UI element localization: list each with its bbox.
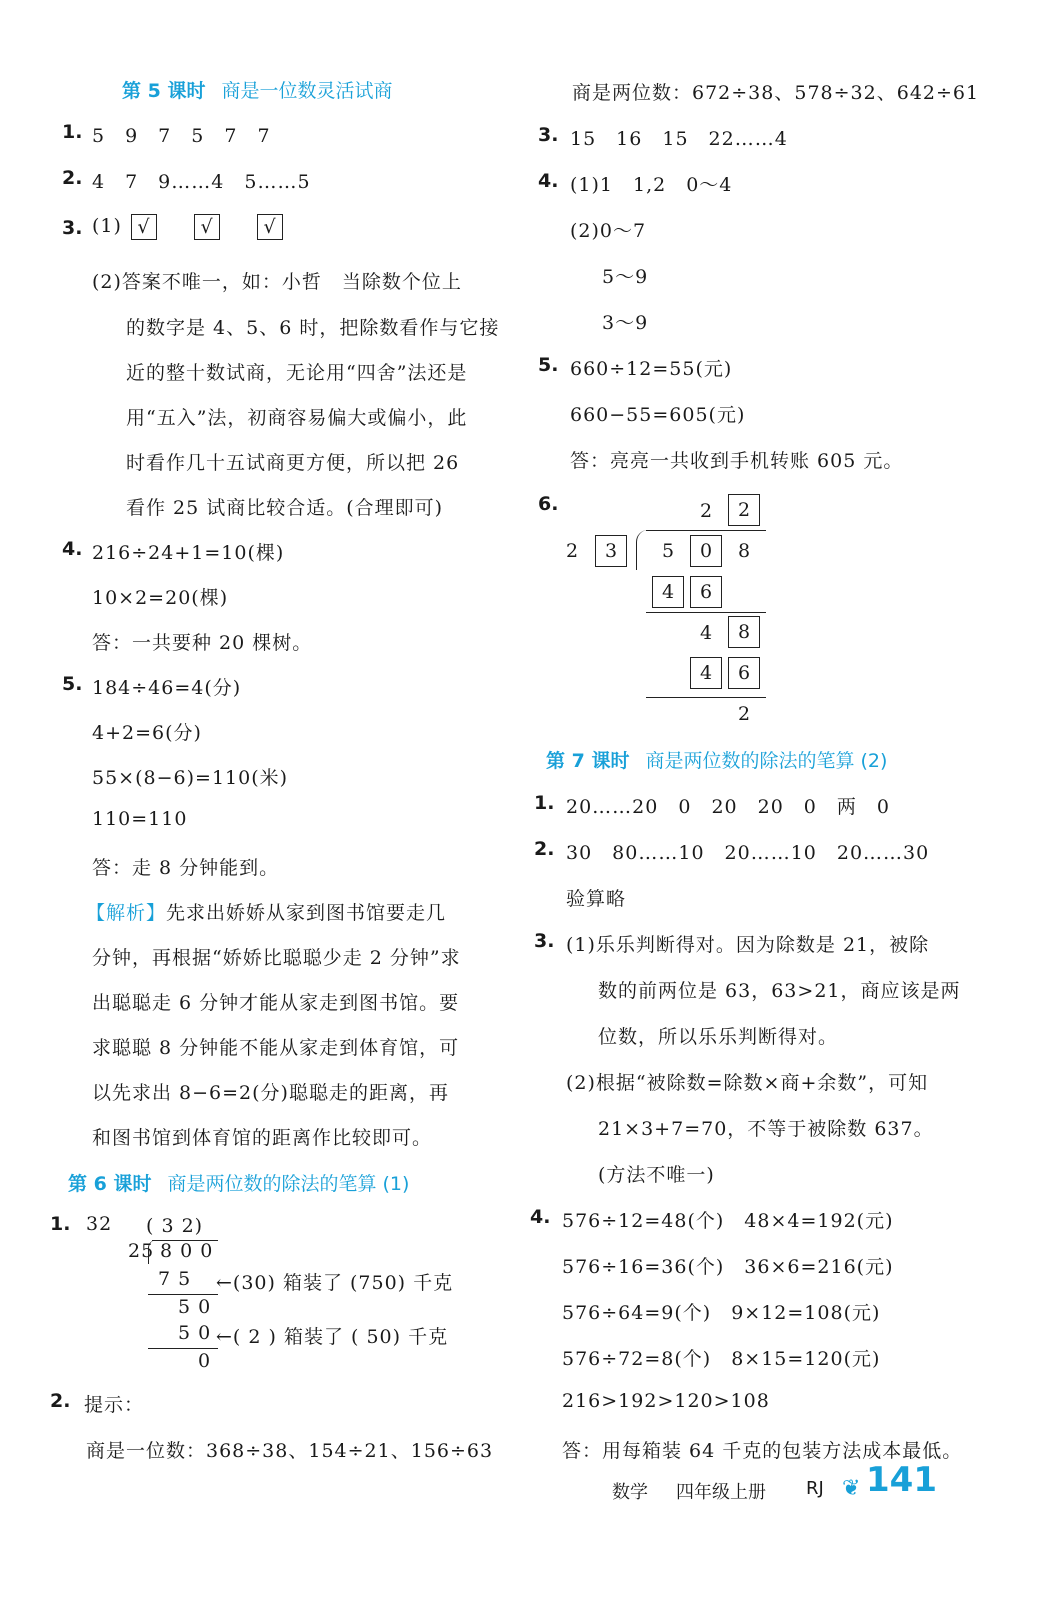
q1-number: 1.: [62, 121, 83, 143]
right-top-line: 商是两位数：672÷38、578÷32、642÷61: [572, 82, 980, 104]
division-bar: [646, 530, 766, 531]
s6-q2-hint: 提示：: [84, 1394, 145, 1416]
s6-q1-rule-1: [148, 1294, 218, 1295]
s7-q3-number: 3.: [534, 930, 555, 952]
section-6-heading: [68, 1169, 409, 1196]
q3-part1: [92, 214, 291, 240]
division-bracket: [636, 530, 651, 570]
section-5-title: 商是一位数灵活试商: [221, 80, 393, 102]
analysis-text-1: 先求出娇娇从家到图书馆要走几: [166, 902, 447, 924]
q5-analysis-line-5: 以先求出 8−6=2(分)聪聪走的距离，再: [92, 1082, 449, 1104]
q4-line-3: 答：一共要种 20 棵树。: [92, 632, 313, 654]
q4-number: 4.: [62, 538, 83, 560]
section-7-title: 商是两位数的除法的笔算 (2): [645, 750, 888, 772]
r-q5-line-2: 660−55=605(元): [570, 404, 746, 426]
section-7-heading: [546, 746, 887, 773]
q5-line-2: 4+2=6(分): [92, 722, 202, 744]
footer-edition: RJ: [806, 1478, 824, 1499]
s7-q2-number: 2.: [534, 838, 555, 860]
q2-number: 2.: [62, 167, 83, 189]
product-2-box-1: 4: [690, 657, 722, 689]
remainder-1-box: 8: [728, 616, 760, 648]
q5-analysis-line-4: 求聪聪 8 分钟能不能从家走到体育馆，可: [92, 1037, 460, 1059]
s7-q4-line-2: 576÷16=36(个) 36×6=216(元): [562, 1256, 894, 1278]
r-q5-line-1: 660÷12=55(元): [570, 358, 733, 380]
s6-q1-remainder-1: 5 0: [178, 1296, 212, 1318]
dividend-box: 0: [690, 535, 722, 567]
s7-q4-line-6: 答：用每箱装 64 千克的包装方法成本最低。: [562, 1440, 963, 1462]
q4-line-1: 216÷24+1=10(棵): [92, 542, 285, 564]
dividend-digit-3: 8: [737, 540, 751, 562]
r-q5-number: 5.: [538, 354, 559, 376]
s7-q3-line-6: (方法不唯一): [598, 1164, 715, 1186]
s6-q1-answer: 32: [86, 1213, 113, 1235]
quotient-digit-1: 2: [699, 500, 713, 522]
r-q4-line-1: (1)1 1,2 0～4: [570, 174, 733, 196]
r-q6-number: 6.: [538, 493, 559, 515]
s6-q1-product-2: 5 0: [178, 1322, 212, 1344]
division-rule-2: [646, 697, 766, 698]
q5-line-5: 答：走 8 分钟能到。: [92, 857, 280, 879]
s6-q1-dividend: 8 0 0: [160, 1240, 214, 1262]
s6-q2-line-2: 商是一位数：368÷38、154÷21、156÷63: [86, 1440, 494, 1462]
s6-q1-remainder-final: 0: [198, 1350, 212, 1372]
footer-grade: 四年级上册: [676, 1482, 766, 1503]
s6-q1-divisor: 25: [128, 1240, 155, 1262]
r-q4-number: 4.: [538, 170, 559, 192]
q3-line-2: 的数字是 4、5、6 时，把除数看作与它接: [126, 317, 500, 339]
s7-q1-number: 1.: [534, 792, 555, 814]
s7-q4-line-5: 216>192>120>108: [562, 1390, 770, 1412]
q3-line-5: 时看作几十五试商更方便，所以把 26: [126, 452, 460, 474]
s7-q4-line-1: 576÷12=48(个) 48×4=192(元): [562, 1210, 894, 1232]
q5-analysis-line-1: [86, 898, 446, 925]
divisor-digit-1: 2: [565, 540, 579, 562]
check-box-3: √: [257, 214, 283, 240]
s7-q4-line-4: 576÷72=8(个) 8×15=120(元): [562, 1348, 881, 1370]
divisor-box: 3: [595, 535, 627, 567]
r-q4-line-3: 5～9: [602, 266, 649, 288]
s6-q1-quotient: ( 3 2): [146, 1215, 204, 1237]
s6-q1-division-bracket: [148, 1240, 157, 1264]
q5-analysis-line-2: 分钟，再根据“娇娇比聪聪少走 2 分钟”求: [92, 947, 461, 969]
q3-part1-label: (1): [92, 215, 122, 237]
analysis-tag: 【解析】: [86, 902, 167, 924]
product-2-box-2: 6: [728, 657, 760, 689]
section-6-title: 商是两位数的除法的笔算 (1): [167, 1173, 410, 1195]
quotient-box: 2: [728, 494, 760, 526]
footer-subject: 数学: [612, 1482, 648, 1503]
product-1-box-1: 4: [652, 576, 684, 608]
s6-q1-note-2: ←( 2 ) 箱装了 ( 50) 千克: [216, 1326, 449, 1348]
s7-q4-number: 4.: [530, 1206, 551, 1228]
section-6-tag: 第 6 课时: [68, 1173, 152, 1195]
s6-q1-note-1: ←(30) 箱装了 (750) 千克: [216, 1272, 454, 1294]
q1-answer: 5 9 7 5 7 7: [92, 125, 271, 147]
q3-line-4: 用“五入”法，初商容易偏大或偏小，此: [126, 407, 468, 429]
r-q3-answer: 15 16 15 22……4: [570, 128, 788, 150]
s6-q2-number: 2.: [50, 1390, 71, 1412]
s7-q3-line-1: (1)乐乐判断得对。因为除数是 21，被除: [566, 934, 930, 956]
page-number: 141: [866, 1460, 937, 1500]
section-7-tag: 第 7 课时: [546, 750, 630, 772]
s7-q2-line-2: 验算略: [566, 888, 627, 910]
r-q5-line-3: 答：亮亮一共收到手机转账 605 元。: [570, 450, 904, 472]
q3-line-6: 看作 25 试商比较合适。(合理即可): [126, 497, 444, 519]
division-rule-1: [646, 612, 766, 613]
s7-q2-answer: 30 80……10 20……10 20……30: [566, 842, 930, 864]
q2-answer: 4 7 9……4 5……5: [92, 171, 311, 193]
s7-q1-answer: 20……20 0 20 20 0 两 0: [566, 796, 890, 818]
s7-q3-line-5: 21×3+7=70，不等于被除数 637。: [598, 1118, 934, 1140]
q5-analysis-line-6: 和图书馆到体育馆的距离作比较即可。: [92, 1127, 433, 1149]
q5-analysis-line-3: 出聪聪走 6 分钟才能从家走到图书馆。要: [92, 992, 460, 1014]
s6-q1-product-1: 7 5: [158, 1268, 192, 1290]
s7-q3-line-2: 数的前两位是 63，63>21，商应该是两: [598, 980, 961, 1002]
s7-q3-line-3: 位数，所以乐乐判断得对。: [598, 1026, 839, 1048]
check-box-1: √: [131, 214, 157, 240]
q5-line-4: 110=110: [92, 808, 188, 830]
q5-number: 5.: [62, 673, 83, 695]
q3-line-1: (2)答案不唯一，如：小哲 当除数个位上: [92, 271, 462, 293]
q5-line-3: 55×(8−6)=110(米): [92, 767, 289, 789]
s6-q1-rule-2: [148, 1348, 218, 1349]
q3-number: 3.: [62, 217, 83, 239]
s7-q3-line-4: (2)根据“被除数=除数×商+余数”，可知: [566, 1072, 929, 1094]
q4-line-2: 10×2=20(棵): [92, 587, 229, 609]
q5-line-1: 184÷46=4(分): [92, 677, 242, 699]
section-5-heading: [122, 76, 392, 103]
s6-q1-number: 1.: [50, 1213, 71, 1235]
dividend-digit-1: 5: [661, 540, 675, 562]
r-q4-line-4: 3～9: [602, 312, 649, 334]
r-q4-line-2: (2)0～7: [570, 220, 647, 242]
r-q3-number: 3.: [538, 124, 559, 146]
leaf-icon: ❦: [842, 1476, 861, 1501]
q3-line-3: 近的整十数试商，无论用“四舍”法还是: [126, 362, 468, 384]
check-box-2: √: [194, 214, 220, 240]
s7-q4-line-3: 576÷64=9(个) 9×12=108(元): [562, 1302, 881, 1324]
section-5-tag: 第 5 课时: [122, 80, 206, 102]
final-remainder: 2: [737, 703, 751, 725]
remainder-1-digit: 4: [699, 622, 713, 644]
product-1-box-2: 6: [690, 576, 722, 608]
